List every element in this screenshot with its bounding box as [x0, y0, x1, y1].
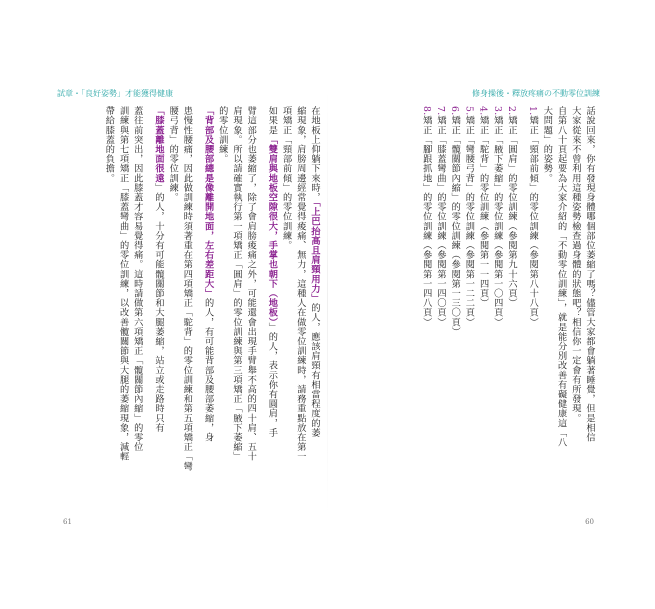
list-number: 2.	[505, 106, 517, 116]
text-column: 在地板上仰躺下來時，「上巴抬高且肩頸用力」的人，應該肩頸有相當程度的萎	[309, 106, 320, 438]
list-number: 3.	[491, 106, 503, 116]
text-column: 大家從來不曾利用這種姿勢檢查過身體的狀態吧？相信你一定會有所發現。	[569, 106, 581, 423]
left-page-number: 61	[63, 518, 72, 526]
right-page-body	[338, 106, 596, 508]
list-item: 3.矯正「腋下萎縮」的零位訓練（參閱第一〇四頁）	[491, 106, 503, 327]
list-item: 8.矯正「腳跟抓地」的零位訓練（參閱第一四八頁）	[420, 106, 432, 327]
highlight-phrase: 膝蓋離地面很遠	[152, 115, 164, 183]
list-item: 2.矯正「圓肩」的零位訓練（參閱第九十六頁）	[505, 106, 517, 308]
text-column: 話說回來，你有發現身體哪個部位萎縮了嗎？儘管大家都會躺著睡覺，但是相信	[584, 106, 595, 442]
text-column: 腰弓背」的零位訓練。	[167, 106, 179, 202]
highlight-phrase: 「上巴抬高且肩頸用力」	[309, 202, 320, 303]
text-column: 帶給膝蓋的負擔。	[103, 106, 115, 183]
list-item: 6.矯正「髖關節內縮」的零位訓練（參閱第一三〇頁）	[449, 106, 461, 337]
text-column: 如果是「雙肩與地板空隙很大，手掌也朝下（地板）」的人，表示你有圓肩，手	[266, 106, 278, 438]
list-number: 5.	[463, 106, 475, 116]
text-column: 的零位訓練。	[216, 106, 228, 164]
right-page	[330, 88, 600, 526]
list-number: 8.	[420, 106, 432, 116]
list-number: 7.	[434, 106, 446, 116]
left-running-head: 試章・「良好姿勢」才能獲得健康	[57, 89, 173, 98]
text-column: 蓋往前突出，因此膝蓋才容易覺得痛。這時請做第六項矯正「髖關節內縮」的零位	[131, 106, 143, 452]
highlight-phrase: 「雙肩與地板空隙很大，手掌也朝下（地板）	[266, 134, 278, 323]
text-column: 自第八十頁起要為大家介紹的「不動零位訓練」，就是能分別改善有礙健康這「八	[555, 106, 567, 447]
right-page-number: 60	[585, 518, 594, 526]
left-page-body	[65, 106, 321, 508]
text-column: 患慢性腰痛，因此做訓練時須著重在第四項矯正「駝背」的零位訓練和第五項矯正「彎	[181, 106, 193, 471]
text-column: 「背部及腰部總是像離開地面，左右差距大」的人，有可能背部及腰部萎縮，身	[202, 106, 214, 443]
list-item: 7.矯正「膝蓋彎曲」的零位訓練（參閱第一四〇頁）	[434, 106, 446, 327]
text-column: 肩現象。所以請確實執行第一項矯正「圓肩」的零位訓練與第三項矯正「腋下萎縮」	[230, 106, 242, 462]
list-number: 6.	[449, 106, 461, 116]
text-column: 臂這部分也萎縮了，除了會肩膀痠痛之外，可能還會出現手臂舉不高的四十肩、五十	[245, 106, 257, 462]
right-running-head: 修身操後・釋放疼痛の不動零位訓練	[472, 89, 600, 98]
highlight-phrase: 背部及腰部總是像離開地面，左右差距大」	[202, 115, 214, 299]
text-column: 訓練與第七項矯正「膝蓋彎曲」的零位訓練，以改善髖關節與大腿的萎縮現象，減輕	[117, 106, 129, 462]
text-column: 縮現象，肩膀周邊經常覺得痠痛、無力，這種人在做零位訓練時，請務重點放在第一	[294, 106, 306, 462]
list-item: 4.矯正「駝背」的零位訓練（參閱第一一四頁）	[477, 106, 489, 308]
left-page	[57, 88, 327, 526]
list-number: 1.	[527, 106, 539, 116]
text-column: 項矯正「頸部前傾」的零位訓練。	[280, 106, 292, 250]
book-gutter	[327, 90, 328, 515]
text-column: 大問題」的姿勢。	[541, 106, 553, 183]
text-column: 「膝蓋離地面很遠」的人，十分有可能髖關節和大腿萎縮，站立或走路時只有	[152, 106, 164, 433]
list-item: 1.矯正「頸部前傾」的零位訓練（參閱第八十八頁）	[527, 106, 539, 327]
list-item: 5.矯正「彎腰弓背」的零位訓練（參閱第一二二頁）	[463, 106, 475, 327]
list-number: 4.	[477, 106, 489, 116]
